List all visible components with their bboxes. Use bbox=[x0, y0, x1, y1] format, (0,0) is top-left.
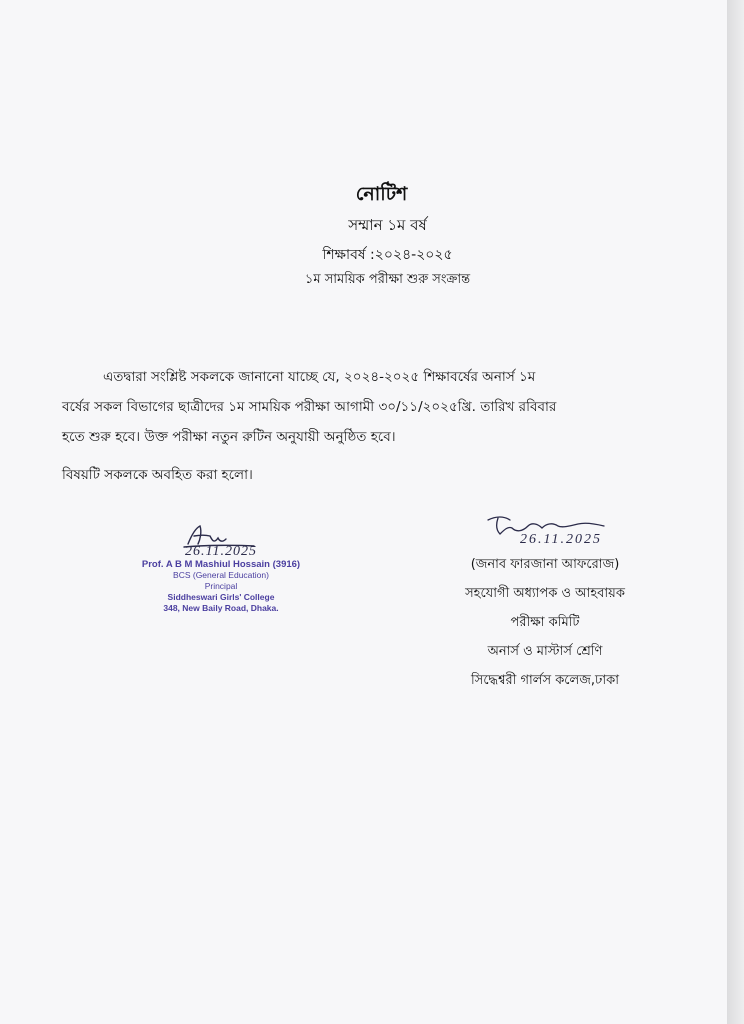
principal-sign-date: 26.11.2025 bbox=[185, 544, 257, 559]
principal-cadre: BCS (General Education) bbox=[173, 570, 269, 580]
signatory-department: অনার্স ও মাস্টার্স শ্রেণি bbox=[487, 644, 603, 659]
principal-designation: Principal bbox=[204, 581, 238, 591]
principal-name: Prof. A B M Mashiul Hossain (3916) bbox=[141, 559, 301, 570]
page-edge bbox=[727, 0, 744, 1024]
committee-sign-date: 26.11.2025 bbox=[520, 532, 602, 547]
principal-address: 348, New Baily Road, Dhaka. bbox=[163, 603, 279, 613]
body-line-3: হতে শুরু হবে। উক্ত পরীক্ষা নতুন রুটিন অনুযায়ী অনুষ্ঠিত হবে। bbox=[62, 429, 396, 445]
notice-year: সম্মান ১ম বর্ষ bbox=[348, 216, 427, 234]
body-line-2: বর্ষের সকল বিভাগের ছাত্রীদের ১ম সাময়িক পরীক্ষা আগামী ৩০/১১/২০২৫খ্রি. তারিখ রবিবার bbox=[62, 399, 557, 415]
notice-session: শিক্ষাবর্ষ :২০২৪-২০২৫ bbox=[322, 247, 453, 263]
notice-title: নোটিশ bbox=[355, 183, 408, 205]
signatory-committee: পরীক্ষা কমিটি bbox=[510, 615, 580, 630]
committee-sign-block bbox=[430, 553, 660, 698]
notice-subject: ১ম সাময়িক পরীক্ষা শুরু সংক্রান্ত bbox=[304, 272, 471, 287]
body-line-1: এতদ্বারা সংশ্লিষ্ট সকলকে জানানো যাচ্ছে যে, ২০২৪-২০২৫ শিক্ষাবর্ষের অনার্স ১ম bbox=[103, 369, 536, 385]
signatory-name: (জনাব ফারজানা আফরোজ) bbox=[470, 557, 620, 572]
committee-signature bbox=[482, 510, 642, 550]
signatory-designation: সহযোগী অধ্যাপক ও আহবায়ক bbox=[465, 586, 625, 601]
body-line-4: বিষয়টি সকলকে অবহিত করা হলো। bbox=[62, 467, 253, 483]
principal-stamp bbox=[126, 520, 316, 614]
principal-signature bbox=[126, 520, 316, 548]
principal-signature-icon bbox=[126, 520, 316, 550]
signatory-college: সিদ্ধেশ্বরী গার্লস কলেজ,ঢাকা bbox=[471, 673, 619, 688]
principal-college: Siddheswari Girls' College bbox=[167, 592, 275, 602]
